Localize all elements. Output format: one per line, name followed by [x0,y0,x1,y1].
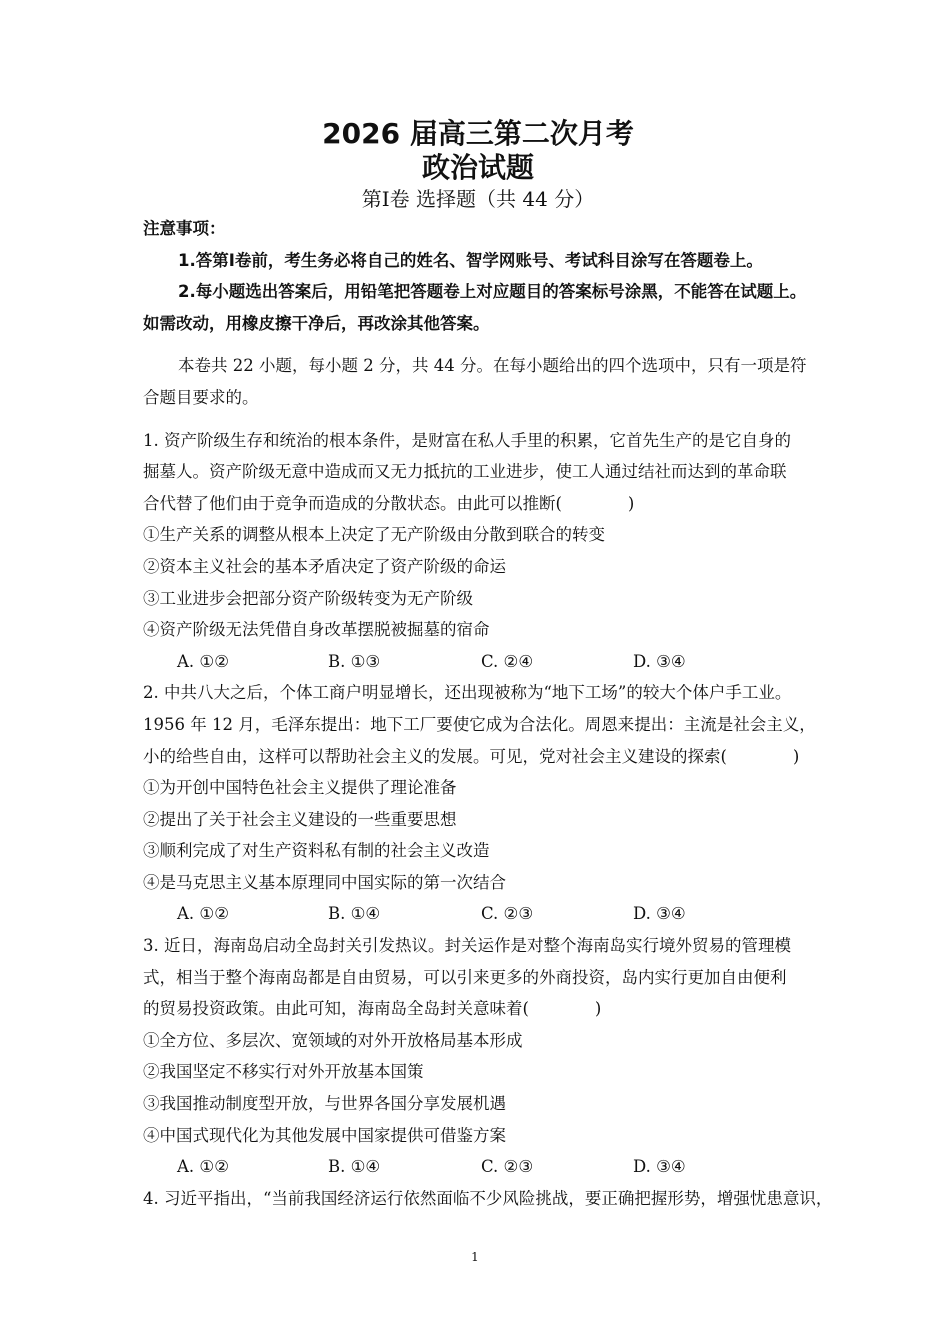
choice-C[interactable]: C. ②④ [481,651,534,671]
statement-1: ①全方位、多层次、宽领域的对外开放格局基本形成 [143,1030,523,1050]
statement-2: ②我国坚定不移实行对外开放基本国策 [143,1062,424,1082]
question-stem-line: 4. 习近平指出，“当前我国经济运行依然面临不少风险挑战，要正确把握形势，增强忧患意识， [143,1188,833,1208]
answer-choices [143,646,813,678]
choice-C[interactable]: C. ②③ [481,904,534,924]
statement-4: ④是马克思主义基本原理同中国实际的第一次结合 [143,872,506,892]
notice-heading: 注意事项： [143,219,226,238]
choice-A[interactable]: A. ①② [177,651,229,671]
question-1 [143,425,813,678]
statement-3: ③工业进步会把部分资产阶级转变为无产阶级 [143,588,473,608]
choice-C[interactable]: C. ②③ [481,1157,534,1177]
statement-2: ②提出了关于社会主义建设的一些重要思想 [143,809,457,829]
question-4 [143,1183,833,1215]
statement-4: ④中国式现代化为其他发展中国家提供可借鉴方案 [143,1125,506,1145]
exam-subject: 政治试题 [421,151,534,184]
choice-A[interactable]: A. ①② [177,904,229,924]
content [143,213,833,1214]
choice-D[interactable]: D. ③④ [633,651,686,671]
answer-choices [143,898,813,930]
exam-title: 2026 届高三第二次月考 [322,117,634,150]
choice-B[interactable]: B. ①④ [328,1157,381,1177]
question-stem-line: 1956 年 12 月，毛泽东提出：地下工厂要使它成为合法化。周恩来提出：主流是社会主义， [143,714,816,734]
question-stem-line: 1. 资产阶级生存和统治的根本条件，是财富在私人手里的积累，它首先生产的是它自身的 [143,430,791,450]
question-stem-line: 3. 近日，海南岛启动全岛封关引发热议。封关运作是对整个海南岛实行境外贸易的管理模 [143,936,791,956]
question-stem-line: 2. 中共八大之后，个体工商户明显增长，还出现被称为“地下工场”的较大个体户手工业。 [143,683,792,703]
question-stem-line: 合代替了他们由于竞争而造成的分散状态。由此可以推断( ) [143,493,635,513]
answer-choices [143,1151,813,1183]
statement-1: ①生产关系的调整从根本上决定了无产阶级由分散到联合的转变 [143,525,605,545]
choice-B[interactable]: B. ①③ [328,651,381,671]
notice-line: 1.答第Ⅰ卷前，考生务必将自己的姓名、智学网账号、考试科目涂写在答题卷上。 [178,250,763,270]
question-stem-line: 的贸易投资政策。由此可知，海南岛全岛封关意味着( ) [143,999,602,1019]
page-number: 1 [471,1250,479,1264]
statement-2: ②资本主义社会的基本矛盾决定了资产阶级的命运 [143,556,506,576]
question-3 [143,930,813,1183]
choice-D[interactable]: D. ③④ [633,904,686,924]
section-title: 第Ⅰ卷 选择题（共 44 分） [361,187,595,211]
question-2 [143,677,816,930]
question-stem-line: 小的给些自由，这样可以帮助社会主义的发展。可见，党对社会主义建设的探索( ) [143,746,800,766]
intro-line: 本卷共 22 小题，每小题 2 分，共 44 分。在每小题给出的四个选项中，只有一项是符 [178,356,807,376]
statement-3: ③我国推动制度型开放，与世界各国分享发展机遇 [143,1094,506,1114]
notice-line: 如需改动，用橡皮擦干净后，再改涂其他答案。 [143,313,490,333]
notice-line: 2.每小题选出答案后，用铅笔把答题卷上对应题目的答案标号涂黑，不能答在试题上。 [178,282,807,302]
statement-3: ③顺利完成了对生产资料私有制的社会主义改造 [143,841,490,861]
statement-4: ④资产阶级无法凭借自身改革摆脱被掘墓的宿命 [143,620,490,640]
choice-D[interactable]: D. ③④ [633,1157,686,1177]
intro-line: 合题目要求的。 [143,387,259,407]
question-stem-line: 掘墓人。资产阶级无意中造成而又无力抵抗的工业进步，使工人通过结社而达到的革命联 [143,462,787,482]
choice-B[interactable]: B. ①④ [328,904,381,924]
choice-A[interactable]: A. ①② [177,1157,229,1177]
statement-1: ①为开创中国特色社会主义提供了理论准备 [143,778,457,798]
question-stem-line: 式，相当于整个海南岛都是自由贸易，可以引来更多的外商投资，岛内实行更加自由便利 [143,967,787,987]
question-list [143,425,833,1215]
